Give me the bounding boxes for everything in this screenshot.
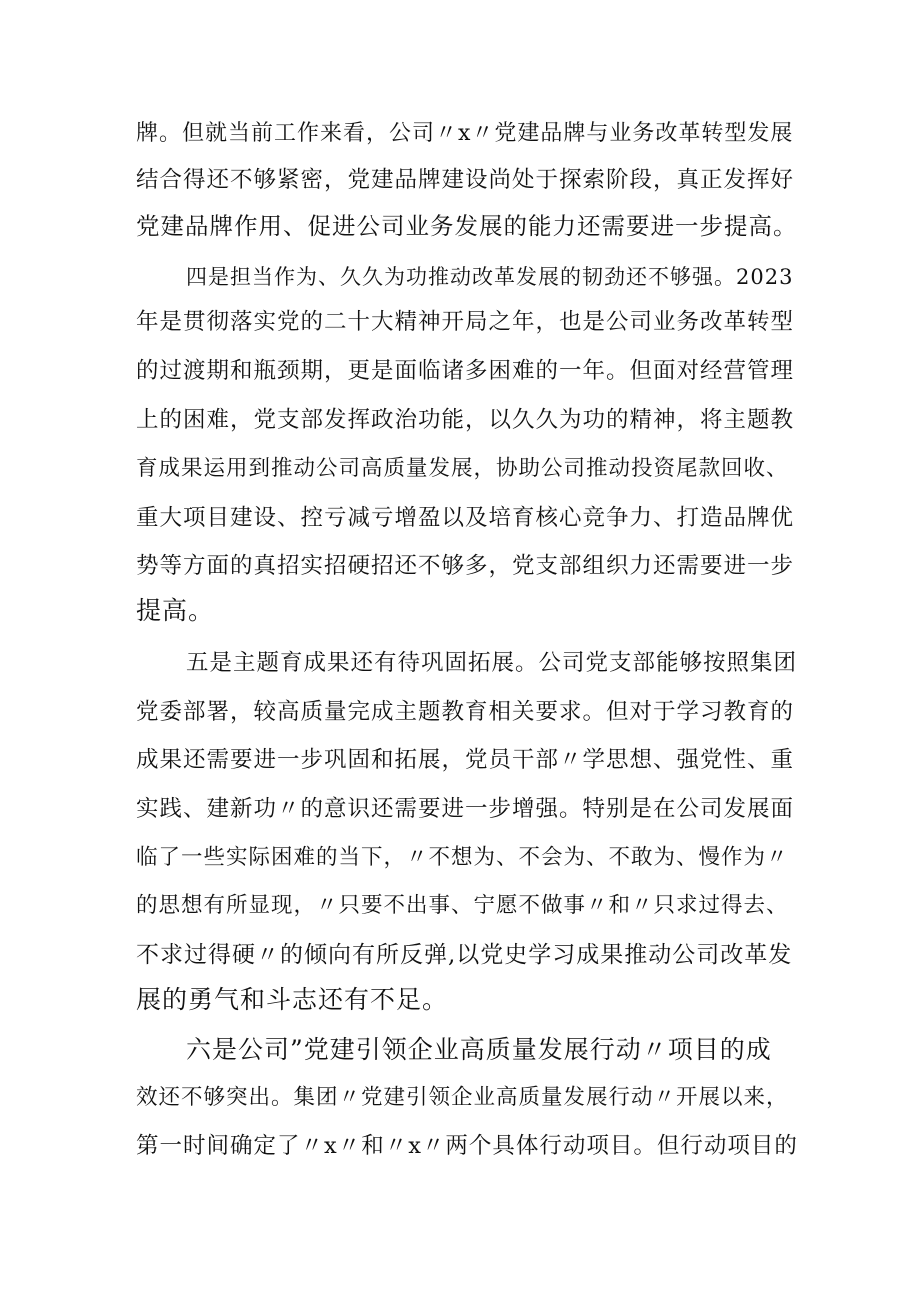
text-line: 提高。 [136, 596, 215, 625]
paragraph-start-line: 四是担当作为、久久为功推动改革发展的韧劲还不够强。2023 [186, 265, 794, 289]
text-line: 实践、建新功〃的意识还需要进一步增强。特别是在公司发展面 [136, 796, 795, 822]
paragraph-start-line: 六是公司”党建引领企业高质量发展行动〃项目的成 [186, 1035, 772, 1064]
text-line: 成果还需要进一步巩固和拓展，党员干部〃学思想、强党性、重 [136, 747, 795, 773]
text-line: 的思想有所显现，〃只要不出事、宁愿不做事〃和〃只求过得去、 [136, 893, 789, 918]
text-line: 的过渡期和瓶颈期，更是面临诸多困难的一年。但面对经营管理 [136, 358, 795, 384]
text-line: 牌。但就当前工作来看，公司〃x〃党建品牌与业务改革转型发展 [136, 121, 794, 146]
text-line: 临了一些实际困难的当下，〃不想为、不会为、不敢为、慢作为〃 [136, 845, 789, 870]
text-line: 第一时间确定了〃x〃和〃x〃两个具体行动项目。但行动项目的 [136, 1133, 798, 1159]
text-line: 党委部署，较高质量完成主题教育相关要求。但对于学习教育的 [136, 699, 795, 725]
text-line: 展的勇气和斗志还有不足。 [136, 985, 449, 1014]
text-line: 育成果运用到推动公司高质量发展，协助公司推动投资尾款回收、 [136, 456, 789, 481]
paragraph-start-line: 五是主题育成果还有待巩固拓展。公司党支部能够按照集团 [186, 650, 798, 676]
text-line: 势等方面的真招实招硬招还不够多，党支部组织力还需要进一步 [136, 553, 795, 579]
text-line: 年是贯彻落实党的二十大精神开局之年，也是公司业务改革转型 [136, 309, 795, 335]
text-line: 重大项目建设、控亏减亏增盈以及培育核心竞争力、打造品牌优 [136, 505, 795, 531]
text-line: 不求过得硬〃的倾向有所反弹,以党史学习成果推动公司改革发 [136, 942, 793, 968]
text-line: 结合得还不够紧密，党建品牌建设尚处于探索阶段，真正发挥好 [136, 167, 795, 193]
text-line: 上的困难，党支部发挥政治功能，以久久为功的精神，将主题教 [136, 407, 795, 433]
text-line: 效还不够突出。集团〃党建引领企业高质量发展行动〃开展以来， [136, 1085, 789, 1110]
text-line: 党建品牌作用、促进公司业务发展的能力还需要进一步提高。 [136, 212, 798, 240]
